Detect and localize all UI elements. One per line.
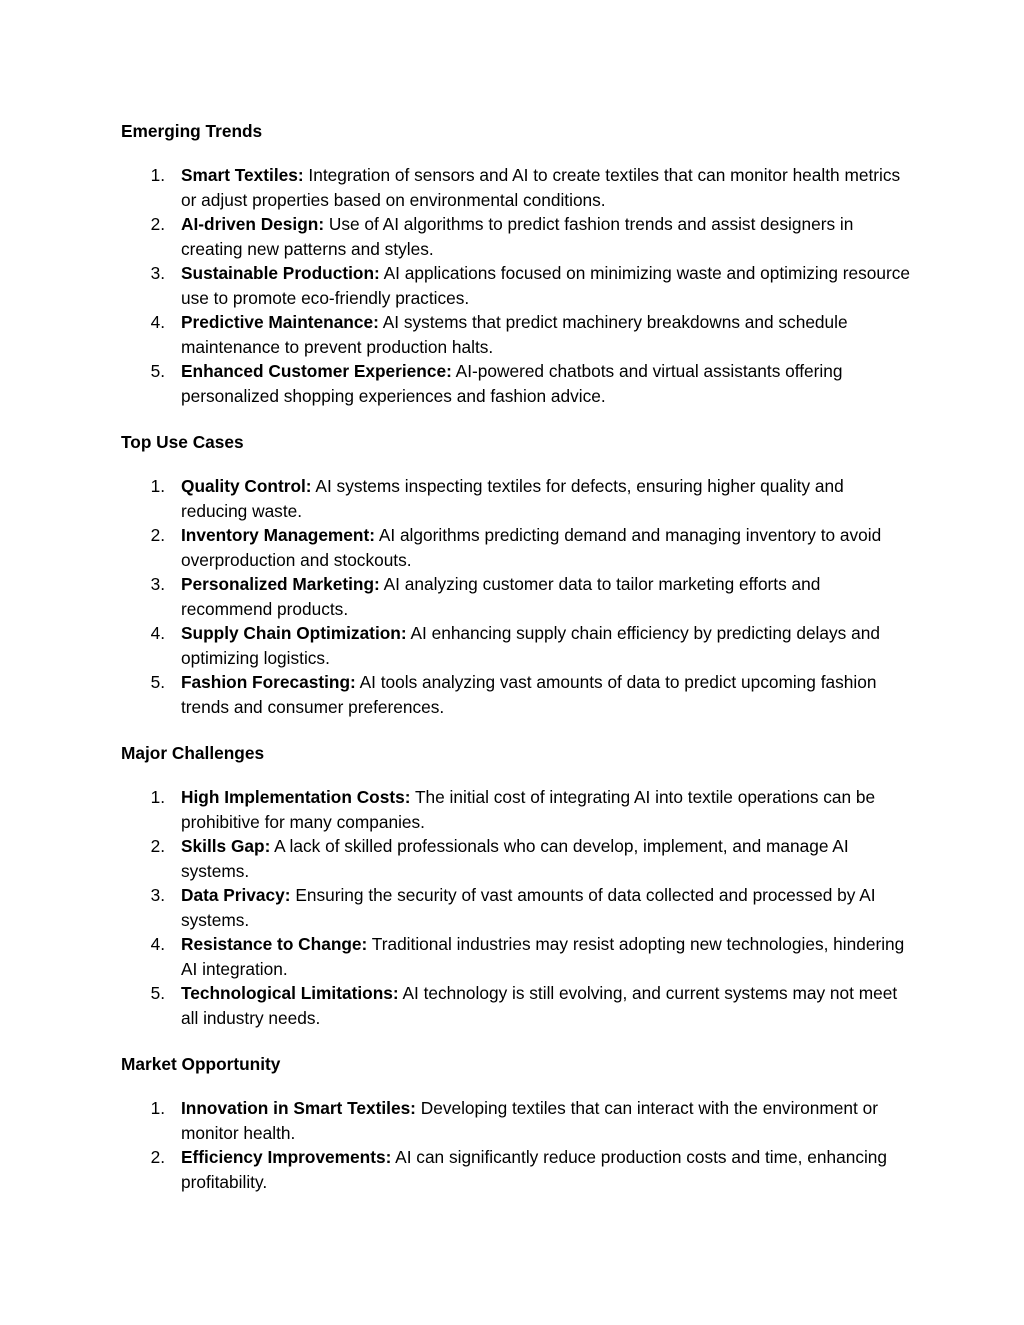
list-number: 2. (150, 1147, 165, 1167)
list-term: Quality Control: (181, 476, 312, 496)
list-number: 1. (150, 165, 165, 185)
list-term: Supply Chain Optimization: (181, 623, 407, 643)
list-number: 1. (150, 787, 165, 807)
numbered-list (121, 474, 911, 719)
list-item (121, 883, 911, 932)
list-item (121, 212, 911, 261)
list-number: 1. (150, 476, 165, 496)
list-number: 2. (150, 525, 165, 545)
list-text: AI enhancing supply chain efficiency by predicting delays and optimizing logistics. (181, 623, 880, 668)
list-text: AI systems inspecting textiles for defects, ensuring higher quality and reducing waste. (181, 476, 844, 521)
section-heading: Top Use Cases (121, 432, 244, 452)
list-item (121, 310, 911, 359)
list-text: Traditional industries may resist adopting new technologies, hindering AI integration. (181, 934, 905, 979)
list-item (121, 163, 911, 212)
list-term: Data Privacy: (181, 885, 291, 905)
list-term: Efficiency Improvements: (181, 1147, 392, 1167)
list-term: AI-driven Design: (181, 214, 325, 234)
list-text: Integration of sensors and AI to create textiles that can monitor health metrics or adjust properties based on environmental conditions. (181, 165, 901, 210)
list-item (121, 261, 911, 310)
list-term: Fashion Forecasting: (181, 672, 356, 692)
list-number: 3. (150, 885, 165, 905)
list-text: AI applications focused on minimizing waste and optimizing resource use to promote eco-friendly practices. (181, 263, 910, 308)
list-text: AI algorithms predicting demand and managing inventory to avoid overproduction and stockouts. (181, 525, 882, 570)
list-number: 3. (150, 263, 165, 283)
list-text: AI systems that predict machinery breakdowns and schedule maintenance to prevent production halts. (181, 312, 848, 357)
list-text: AI technology is still evolving, and current systems may not meet all industry needs. (181, 983, 898, 1028)
list-text: AI tools analyzing vast amounts of data to predict upcoming fashion trends and consumer preferences. (181, 672, 877, 717)
section-heading: Emerging Trends (121, 121, 263, 141)
list-text: The initial cost of integrating AI into textile operations can be prohibitive for many companies. (181, 787, 876, 832)
list-term: Inventory Management: (181, 525, 375, 545)
list-item (121, 572, 911, 621)
list-term: Personalized Marketing: (181, 574, 380, 594)
list-item (121, 932, 911, 981)
list-number: 1. (150, 1098, 165, 1118)
list-number: 5. (150, 672, 165, 692)
section-market-opportunity (121, 1052, 911, 1194)
list-text: AI can significantly reduce production costs and time, enhancing profitability. (181, 1147, 888, 1192)
numbered-list (121, 785, 911, 1030)
section-heading: Major Challenges (121, 743, 265, 763)
list-number: 4. (150, 623, 165, 643)
list-number: 5. (150, 361, 165, 381)
list-number: 5. (150, 983, 165, 1003)
list-number: 4. (150, 934, 165, 954)
list-term: Predictive Maintenance: (181, 312, 379, 332)
list-item (121, 981, 911, 1030)
list-item (121, 670, 911, 719)
list-text: Use of AI algorithms to predict fashion trends and assist designers in creating new patterns and styles. (181, 214, 854, 259)
list-text: A lack of skilled professionals who can develop, implement, and manage AI systems. (181, 836, 849, 881)
list-number: 3. (150, 574, 165, 594)
list-item (121, 523, 911, 572)
list-number: 2. (150, 214, 165, 234)
list-item (121, 359, 911, 408)
list-item (121, 785, 911, 834)
list-item (121, 1096, 911, 1145)
document-page (121, 119, 911, 1216)
list-text: AI-powered chatbots and virtual assistants offering personalized shopping experiences and fashion advice. (181, 361, 843, 406)
list-item (121, 834, 911, 883)
numbered-list (121, 1096, 911, 1194)
list-number: 2. (150, 836, 165, 856)
list-term: Enhanced Customer Experience: (181, 361, 452, 381)
section-major-challenges (121, 741, 911, 1030)
list-term: Sustainable Production: (181, 263, 380, 283)
list-text: Developing textiles that can interact with the environment or monitor health. (181, 1098, 878, 1143)
section-top-use-cases (121, 430, 911, 719)
list-term: Smart Textiles: (181, 165, 304, 185)
list-term: Skills Gap: (181, 836, 271, 856)
list-term: High Implementation Costs: (181, 787, 411, 807)
list-term: Technological Limitations: (181, 983, 399, 1003)
list-number: 4. (150, 312, 165, 332)
list-text: Ensuring the security of vast amounts of data collected and processed by AI systems. (181, 885, 876, 930)
list-item (121, 474, 911, 523)
list-term: Resistance to Change: (181, 934, 368, 954)
list-item (121, 621, 911, 670)
section-emerging-trends (121, 119, 911, 408)
list-item (121, 1145, 911, 1194)
list-text: AI analyzing customer data to tailor marketing efforts and recommend products. (181, 574, 821, 619)
list-term: Innovation in Smart Textiles: (181, 1098, 416, 1118)
section-heading: Market Opportunity (121, 1054, 281, 1074)
numbered-list (121, 163, 911, 408)
